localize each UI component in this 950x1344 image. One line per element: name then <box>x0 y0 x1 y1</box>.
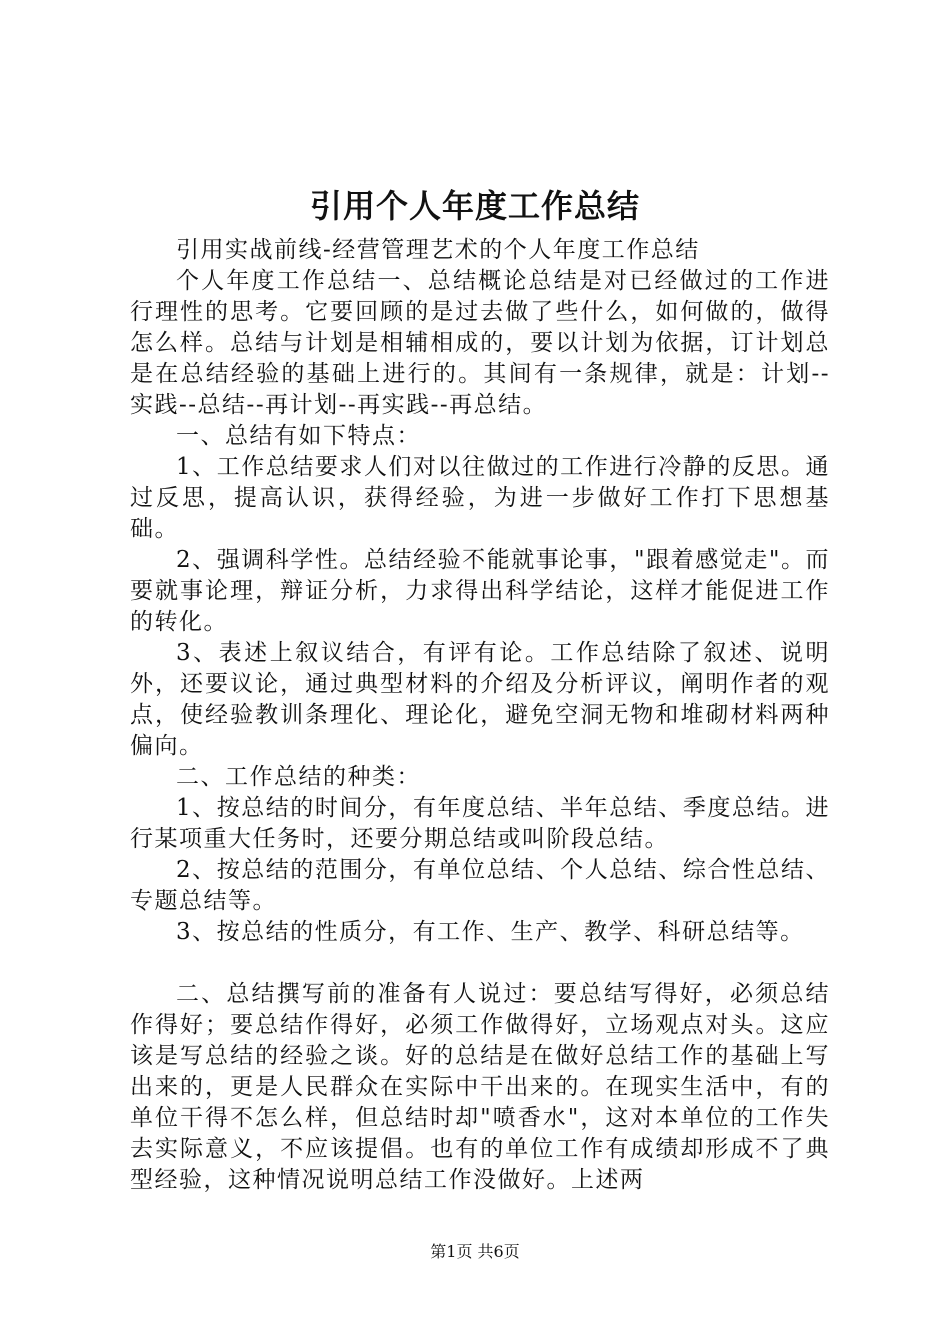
section-heading-features: 一、总结有如下特点： <box>176 423 421 449</box>
page-number-footer: 第1页 共6页 <box>430 1242 520 1261</box>
paragraph-intro: 引用实战前线-经营管理艺术的个人年度工作总结 <box>176 237 700 263</box>
paragraph-feature-1: 1、工作总结要求人们对以往做过的工作进行冷静的反思。通过反思，提高认识，获得经验，为进一步做好工作打下思想基础。 <box>130 454 830 542</box>
paragraph-preparation: 二、总结撰写前的准备有人说过：要总结写得好，必须总结作得好；要总结作得好，必须工作做得好，立场观点对头。这应该是写总结的经验之谈。好的总结是在做好总结工作的基础上写出来的，更是人民群众在实际中干出来的。在现实生活中，有的单位干得不怎么样，但总结时却"喷香水"，这对本单位的工作失去实际意义，不应该提倡。也有的单位工作有成绩却形成不了典型经验，这种情况说明总结工作没做好。上述两 <box>130 981 830 1193</box>
paragraph-type-1: 1、按总结的时间分，有年度总结、半年总结、季度总结。进行某项重大任务时，还要分期总结或叫阶段总结。 <box>130 795 830 852</box>
paragraph-feature-2: 2、强调科学性。总结经验不能就事论事，"跟着感觉走"。而要就事论理，辩证分析，力求得出科学结论，这样才能促进工作的转化。 <box>130 547 830 635</box>
document-title: 引用个人年度工作总结 <box>309 187 640 225</box>
section-heading-types: 二、工作总结的种类： <box>176 764 421 790</box>
paragraph-feature-3: 3、表述上叙议结合，有评有论。工作总结除了叙述、说明外，还要议论，通过典型材料的介绍及分析评议，阐明作者的观点，使经验教训条理化、理论化，避免空洞无物和堆砌材料两种偏向。 <box>130 640 830 759</box>
paragraph-type-3: 3、按总结的性质分，有工作、生产、教学、科研总结等。 <box>176 919 805 945</box>
paragraph-type-2: 2、按总结的范围分，有单位总结、个人总结、综合性总结、专题总结等。 <box>130 857 830 914</box>
paragraph-overview: 个人年度工作总结一、总结概论总结是对已经做过的工作进行理性的思考。它要回顾的是过去做了些什么，如何做的，做得怎么样。总结与计划是相辅相成的，要以计划为依据，订计划总是在总结经验的基础上进行的。其间有一条规律，就是：计划--实践--总结--再计划--再实践--再总结。 <box>130 268 830 418</box>
document-body <box>130 235 830 1196</box>
